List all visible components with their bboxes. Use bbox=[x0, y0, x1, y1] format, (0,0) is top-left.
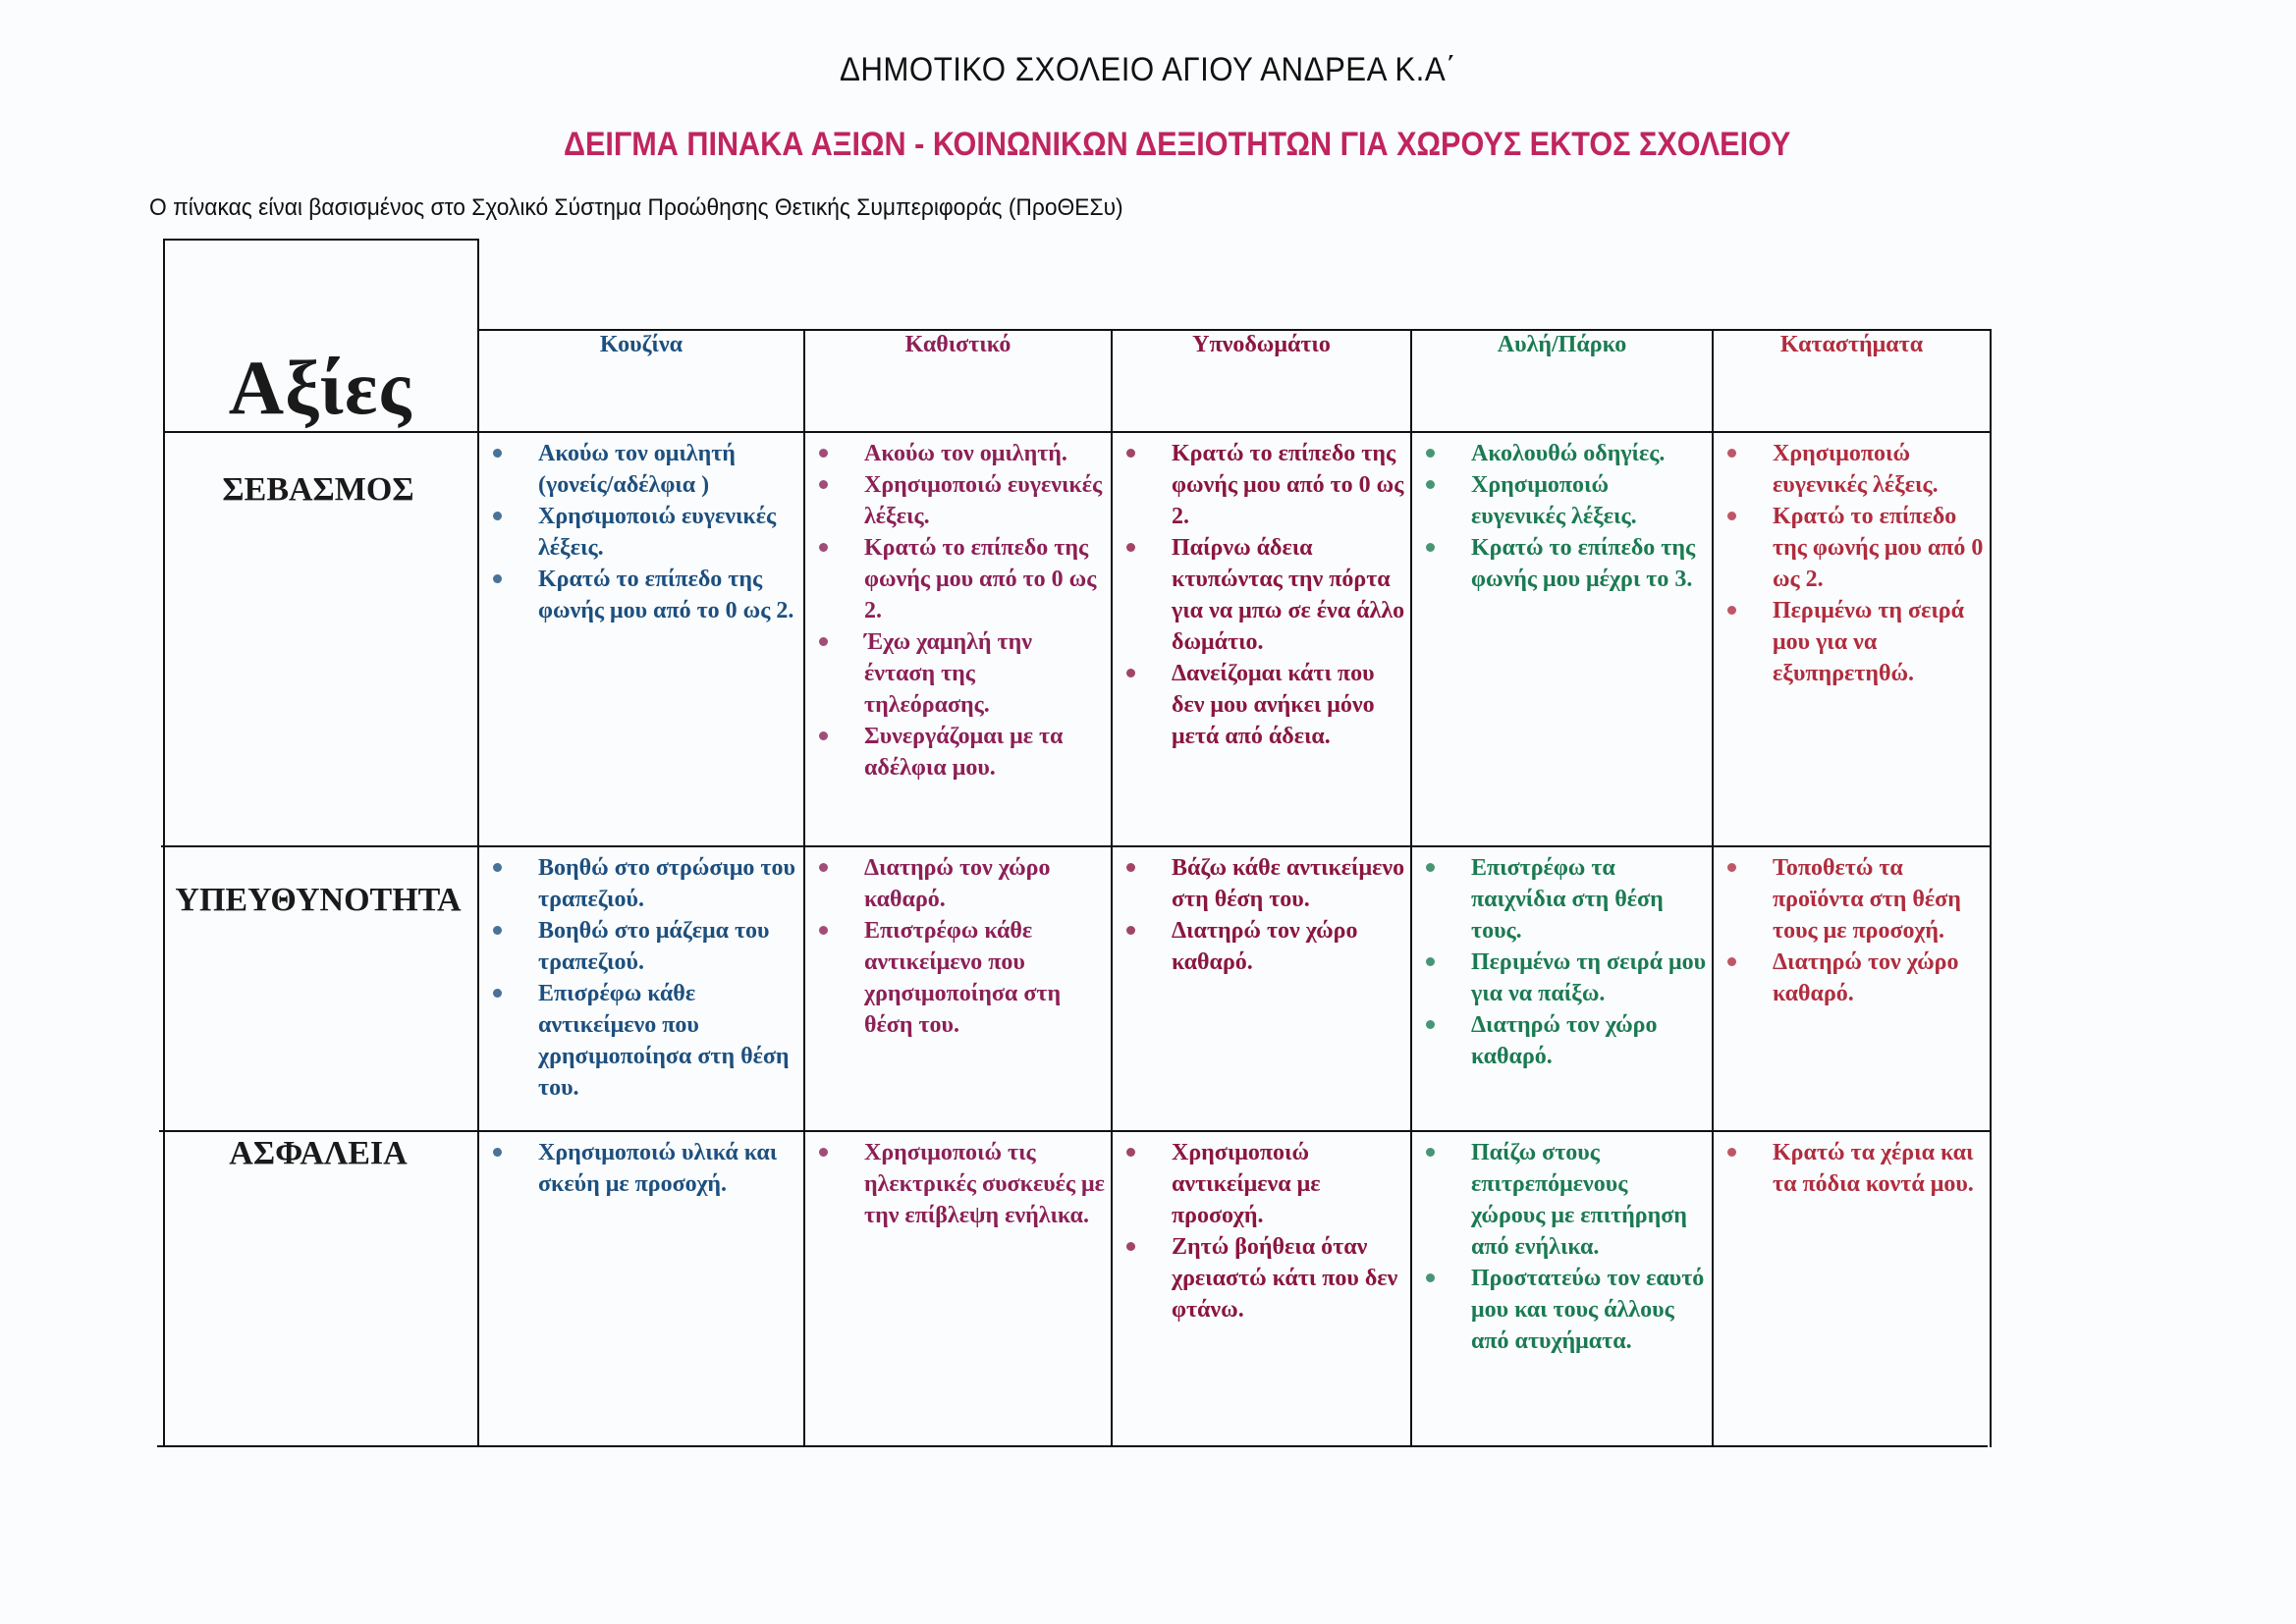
list-item-text: Κρατώ το επίπεδο της φωνής μου μέχρι το 3. bbox=[1471, 535, 1696, 592]
bullet-list bbox=[485, 1137, 797, 1200]
list-item-text: Έχω χαμηλή την ένταση της τηλεόρασης. bbox=[864, 629, 1032, 718]
list-item-text: Περιμένω τη σειρά μου για να εξυπηρετηθώ. bbox=[1773, 598, 1965, 686]
bullet-icon bbox=[1426, 957, 1435, 966]
list-item bbox=[1119, 532, 1405, 658]
cell-respect-kitchen bbox=[485, 438, 797, 626]
list-item bbox=[811, 1137, 1106, 1231]
list-item bbox=[485, 852, 797, 915]
cell-respect-living-room bbox=[811, 438, 1106, 784]
list-item bbox=[1119, 1231, 1405, 1326]
bullet-icon bbox=[819, 637, 828, 646]
cell-responsibility-yard-park bbox=[1418, 852, 1707, 1072]
bullet-list bbox=[485, 852, 797, 1104]
list-item-text: Προστατεύω τον εαυτό μου και τους άλλους από ατυχήματα. bbox=[1471, 1266, 1705, 1354]
list-item bbox=[485, 501, 797, 564]
column-header-bedroom: Υπνοδωμάτιο bbox=[1192, 332, 1331, 357]
list-item-text: Βοηθώ στο στρώσιμο του τραπεζιού. bbox=[538, 855, 795, 912]
table-border bbox=[1990, 329, 1992, 1447]
bullet-icon bbox=[1426, 1273, 1435, 1282]
bullet-list bbox=[1119, 1137, 1405, 1326]
bullet-icon bbox=[1727, 606, 1736, 615]
table-border bbox=[1410, 329, 1412, 1447]
bullet-icon bbox=[1426, 543, 1435, 552]
list-item bbox=[485, 438, 797, 501]
list-item-text: Διατηρώ τον χώρο καθαρό. bbox=[1773, 949, 1959, 1006]
bullet-icon bbox=[1426, 1148, 1435, 1157]
list-item bbox=[1418, 1263, 1707, 1357]
list-item-text: Ακούω τον ομιλητή. bbox=[864, 441, 1067, 466]
list-item-text: Περιμένω τη σειρά μου για να παίξω. bbox=[1471, 949, 1707, 1006]
list-item bbox=[1720, 438, 1985, 501]
bullet-icon bbox=[819, 543, 828, 552]
list-item-text: Συνεργάζομαι με τα αδέλφια μου. bbox=[864, 724, 1064, 781]
list-item bbox=[485, 978, 797, 1104]
bullet-icon bbox=[819, 449, 828, 458]
list-item-text: Χρησιμοποιώ ευγενικές λέξεις. bbox=[864, 472, 1103, 529]
bullet-icon bbox=[1126, 1148, 1135, 1157]
list-item bbox=[811, 469, 1106, 532]
bullet-icon bbox=[493, 863, 502, 872]
list-item bbox=[1720, 947, 1985, 1009]
list-item-text: Επιστρέφω κάθε αντικείμενο που χρησιμοποίησα στη θέση του. bbox=[864, 918, 1062, 1038]
list-item-text: Χρησιμοποιώ τις ηλεκτρικές συσκευές με την επίβλεψη ενήλικα. bbox=[864, 1140, 1105, 1228]
cell-responsibility-living-room bbox=[811, 852, 1106, 1041]
table-border bbox=[477, 329, 1992, 331]
list-item bbox=[1720, 501, 1985, 595]
list-item-text: Ζητώ βοήθεια όταν χρειαστώ κάτι που δεν φτάνω. bbox=[1172, 1234, 1398, 1323]
list-item bbox=[1418, 532, 1707, 595]
row-label-respect: ΣΕΒΑΣΜΟΣ bbox=[222, 471, 414, 508]
list-item bbox=[1418, 438, 1707, 469]
bullet-icon bbox=[493, 1148, 502, 1157]
list-item bbox=[1720, 1137, 1985, 1200]
cell-responsibility-kitchen bbox=[485, 852, 797, 1104]
bullet-icon bbox=[819, 480, 828, 489]
cell-respect-bedroom bbox=[1119, 438, 1405, 752]
cell-safety-shops bbox=[1720, 1137, 1985, 1200]
list-item-text: Τοποθετώ τα προϊόντα στη θέση τους με προσοχή. bbox=[1773, 855, 1961, 944]
list-item-text: Επιστρέφω τα παιχνίδια στη θέση τους. bbox=[1471, 855, 1664, 944]
list-item-text: Κρατώ το επίπεδο της φωνής μου από το 0 ως 2. bbox=[864, 535, 1097, 623]
list-item bbox=[1418, 1137, 1707, 1263]
column-header-yard-park: Αυλή/Πάρκο bbox=[1497, 332, 1627, 357]
list-item bbox=[1418, 469, 1707, 532]
cell-safety-living-room bbox=[811, 1137, 1106, 1231]
list-item bbox=[1119, 658, 1405, 752]
list-item-text: Διατηρώ τον χώρο καθαρό. bbox=[1471, 1012, 1658, 1069]
document-title: ΔΕΙΓΜΑ ΠΙΝΑΚΑ ΑΞΙΩΝ - ΚΟΙΝΩΝΙΚΩΝ ΔΕΞΙΟΤΗΤΩΝ ΓΙΑ ΧΩΡΟΥΣ ΕΚΤΟΣ ΣΧΟΛΕΙΟΥ bbox=[563, 126, 1791, 163]
bullet-icon bbox=[1126, 863, 1135, 872]
list-item bbox=[811, 438, 1106, 469]
list-item-text: Κρατώ το επίπεδο της φωνής μου από το 0 ως 2. bbox=[1172, 441, 1404, 529]
bullet-icon bbox=[1727, 957, 1736, 966]
list-item-text: Χρησιμοποιώ ευγενικές λέξεις. bbox=[1471, 472, 1637, 529]
list-item-text: Κρατώ το επίπεδο της φωνής μου από το 0 ως 2. bbox=[538, 567, 794, 623]
bullet-icon bbox=[493, 449, 502, 458]
bullet-icon bbox=[1126, 926, 1135, 935]
list-item bbox=[1418, 1009, 1707, 1072]
cell-respect-shops bbox=[1720, 438, 1985, 689]
table-border bbox=[477, 239, 479, 1447]
list-item-text: Χρησιμοποιώ ευγενικές λέξεις. bbox=[1773, 441, 1939, 498]
bullet-icon bbox=[1426, 1020, 1435, 1029]
bullet-icon bbox=[493, 512, 502, 520]
list-item bbox=[1119, 852, 1405, 915]
bullet-list bbox=[1720, 852, 1985, 1009]
bullet-icon bbox=[493, 926, 502, 935]
bullet-icon bbox=[1126, 669, 1135, 677]
bullet-list bbox=[1119, 438, 1405, 752]
list-item bbox=[1418, 852, 1707, 947]
list-item bbox=[1418, 947, 1707, 1009]
list-item-text: Ακούω τον ομιλητή (γονείς/αδέλφια ) bbox=[538, 441, 736, 498]
bullet-icon bbox=[819, 863, 828, 872]
list-item bbox=[485, 564, 797, 626]
list-item-text: Παίρνω άδεια κτυπώντας την πόρτα για να μπω σε ένα άλλο δωμάτιο. bbox=[1172, 535, 1405, 655]
column-header-living-room: Καθιστικό bbox=[904, 332, 1011, 357]
table-border bbox=[161, 845, 1992, 847]
cell-respect-yard-park bbox=[1418, 438, 1707, 595]
list-item-text: Χρησιμοποιώ αντικείμενα με προσοχή. bbox=[1172, 1140, 1321, 1228]
cell-safety-bedroom bbox=[1119, 1137, 1405, 1326]
school-name: ΔΗΜΟΤΙΚΟ ΣΧΟΛΕΙΟ ΑΓΙΟΥ ΑΝΔΡΕΑ Κ.Α΄ bbox=[839, 51, 1457, 88]
bullet-list bbox=[811, 852, 1106, 1041]
bullet-icon bbox=[1727, 863, 1736, 872]
bullet-list bbox=[1720, 438, 1985, 689]
cell-safety-kitchen bbox=[485, 1137, 797, 1200]
table-border bbox=[1111, 329, 1113, 1447]
column-header-shops: Καταστήματα bbox=[1779, 332, 1924, 357]
list-item-text: Χρησιμοποιώ υλικά και σκεύη με προσοχή. bbox=[538, 1140, 778, 1197]
bullet-icon bbox=[1727, 512, 1736, 520]
bullet-icon bbox=[819, 731, 828, 740]
table-border bbox=[803, 329, 805, 1447]
document-subtitle: Ο πίνακας είναι βασισμένος στο Σχολικό Σύστημα Προώθησης Θετικής Συμπεριφοράς (ΠροΘΕΣυ) bbox=[149, 194, 1123, 221]
bullet-icon bbox=[819, 1148, 828, 1157]
list-item bbox=[811, 721, 1106, 784]
list-item bbox=[811, 852, 1106, 915]
list-item bbox=[1119, 915, 1405, 978]
bullet-icon bbox=[1426, 449, 1435, 458]
bullet-list bbox=[1720, 1137, 1985, 1200]
bullet-icon bbox=[1126, 1242, 1135, 1251]
bullet-icon bbox=[1126, 449, 1135, 458]
bullet-icon bbox=[1126, 543, 1135, 552]
list-item-text: Χρησιμοποιώ ευγενικές λέξεις. bbox=[538, 504, 777, 561]
list-item bbox=[1720, 852, 1985, 947]
list-item-text: Διατηρώ τον χώρο καθαρό. bbox=[1172, 918, 1358, 975]
list-item bbox=[811, 915, 1106, 1041]
bullet-icon bbox=[1426, 863, 1435, 872]
list-item-text: Δανείζομαι κάτι που δεν μου ανήκει μόνο μετά από άδεια. bbox=[1172, 661, 1375, 749]
bullet-icon bbox=[493, 574, 502, 583]
list-item bbox=[811, 626, 1106, 721]
list-item-text: Κρατώ το επίπεδο της φωνής μου από 0 ως 2. bbox=[1773, 504, 1984, 592]
table-border bbox=[1712, 329, 1714, 1447]
list-item bbox=[811, 532, 1106, 626]
bullet-list bbox=[811, 1137, 1106, 1231]
list-item-text: Βοηθώ στο μάζεμα του τραπεζιού. bbox=[538, 918, 770, 975]
list-item bbox=[1119, 438, 1405, 532]
bullet-list bbox=[1119, 852, 1405, 978]
bullet-icon bbox=[1727, 1148, 1736, 1157]
list-item bbox=[485, 1137, 797, 1200]
table-border bbox=[163, 239, 479, 241]
bullet-icon bbox=[493, 989, 502, 998]
list-item-text: Ακολουθώ οδηγίες. bbox=[1471, 441, 1666, 466]
list-item bbox=[1720, 595, 1985, 689]
row-label-safety: ΑΣΦΑΛΕΙΑ bbox=[229, 1135, 408, 1171]
list-item-text: Επισρέφω κάθε αντικείμενο που χρησιμοποίησα στη θέση του. bbox=[538, 981, 790, 1101]
bullet-icon bbox=[819, 926, 828, 935]
values-corner-label: Αξίες bbox=[228, 345, 412, 430]
row-label-responsibility: ΥΠΕΥΘΥΝΟΤΗΤΑ bbox=[175, 882, 462, 918]
bullet-icon bbox=[1426, 480, 1435, 489]
column-header-kitchen: Κουζίνα bbox=[599, 332, 683, 357]
list-item-text: Διατηρώ τον χώρο καθαρό. bbox=[864, 855, 1051, 912]
bullet-list bbox=[485, 438, 797, 626]
cell-safety-yard-park bbox=[1418, 1137, 1707, 1357]
bullet-list bbox=[1418, 438, 1707, 595]
bullet-list bbox=[1418, 852, 1707, 1072]
bullet-list bbox=[1418, 1137, 1707, 1357]
list-item-text: Βάζω κάθε αντικείμενο στη θέση του. bbox=[1172, 855, 1405, 912]
list-item-text: Κρατώ τα χέρια και τα πόδια κοντά μου. bbox=[1773, 1140, 1974, 1197]
bullet-icon bbox=[1727, 449, 1736, 458]
list-item bbox=[1119, 1137, 1405, 1231]
cell-responsibility-shops bbox=[1720, 852, 1985, 1009]
bullet-list bbox=[811, 438, 1106, 784]
table-border bbox=[159, 1130, 1990, 1132]
list-item-text: Παίζω στους επιτρεπόμενους χώρους με επιτήρηση από ενήλικα. bbox=[1471, 1140, 1687, 1260]
cell-responsibility-bedroom bbox=[1119, 852, 1405, 978]
list-item bbox=[485, 915, 797, 978]
